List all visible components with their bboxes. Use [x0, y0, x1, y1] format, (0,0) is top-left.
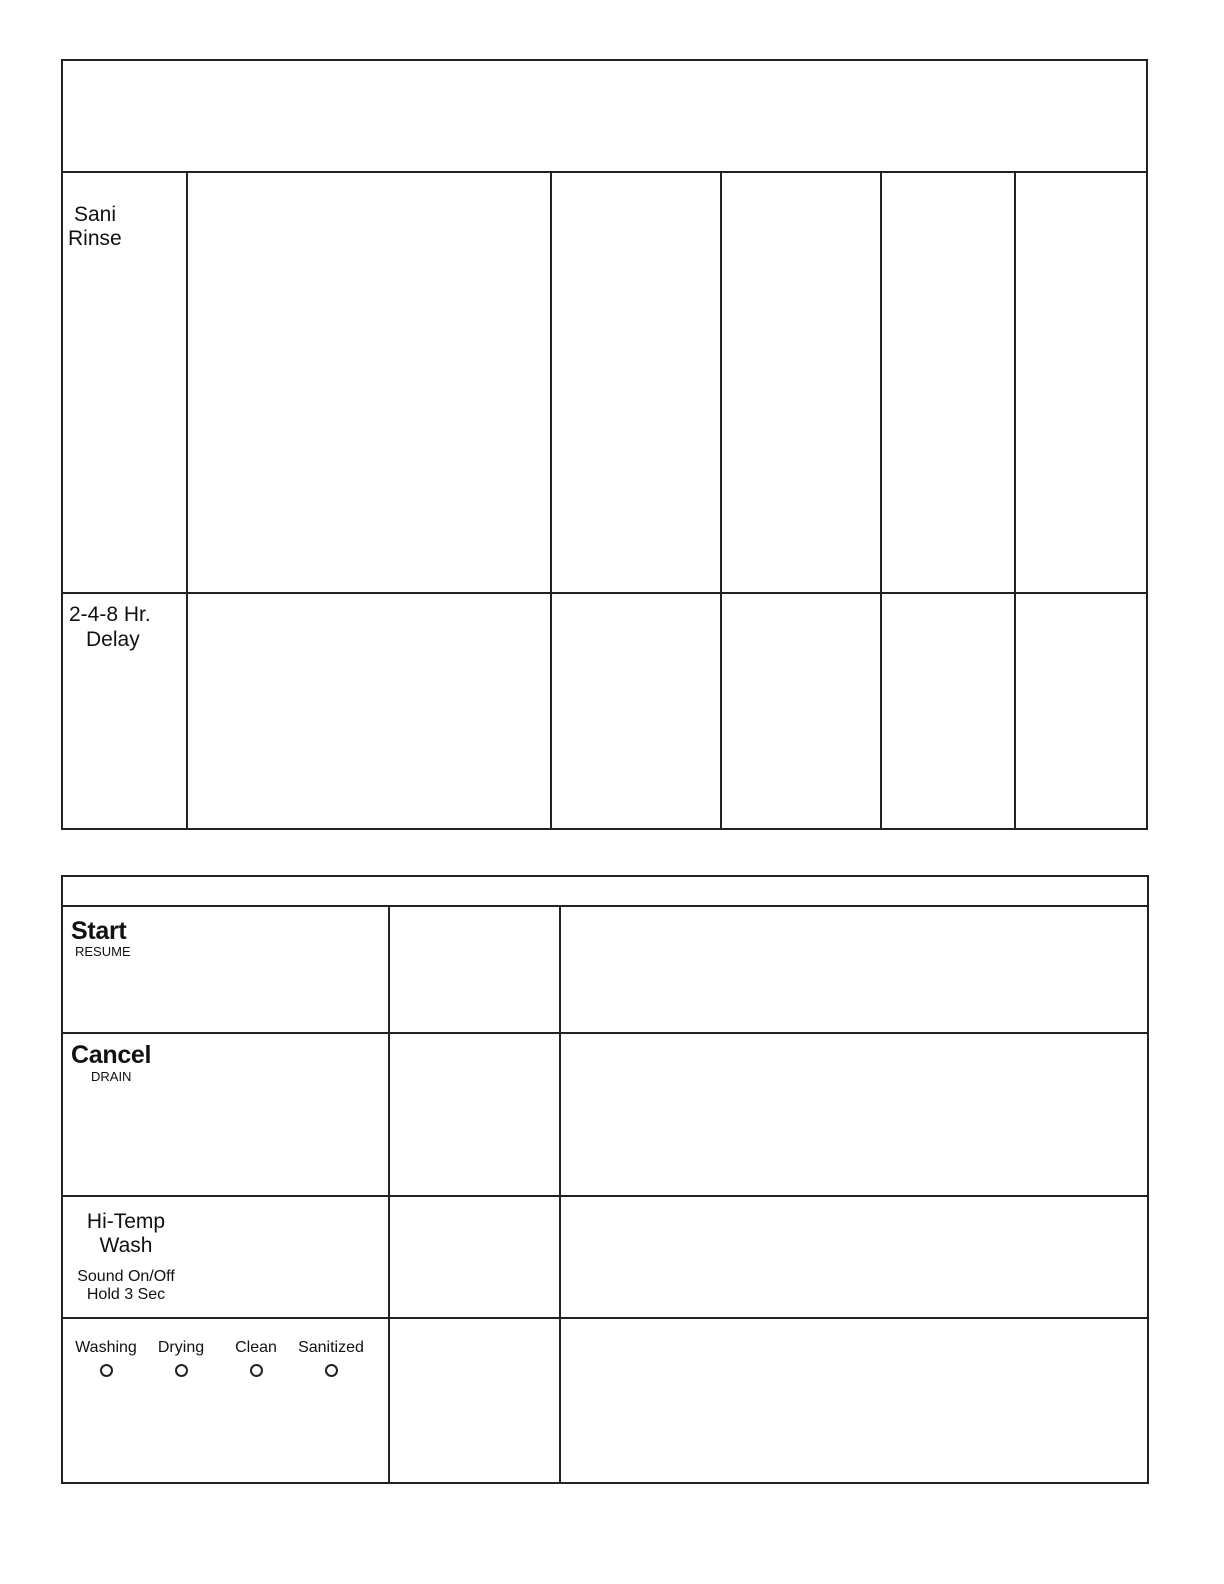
- table1-col-divider: [1014, 171, 1016, 830]
- table1-header-divider: [61, 171, 1148, 173]
- table2-header-divider: [61, 905, 1149, 907]
- table1-col-divider: [186, 171, 188, 830]
- hi-temp-line1: Hi-Temp: [86, 1210, 166, 1233]
- drain-label: DRAIN: [91, 1069, 132, 1084]
- sani-rinse-line2: Rinse: [68, 227, 122, 250]
- indicator-sanitized: [286, 1339, 376, 1377]
- delay-line2: Delay: [86, 628, 140, 651]
- indicator-light-icon: [250, 1364, 263, 1377]
- table2-row-divider: [61, 1195, 1149, 1197]
- cancel-label: Cancel: [71, 1041, 152, 1069]
- options-table: [61, 59, 1148, 830]
- sani-rinse-line1: Sani: [74, 203, 117, 226]
- indicator-label: Sanitized: [298, 1339, 364, 1356]
- table2-row-divider: [61, 1032, 1149, 1034]
- table2-col-divider: [388, 905, 390, 1484]
- indicator-label: Washing: [75, 1339, 137, 1356]
- resume-label: RESUME: [75, 944, 131, 959]
- table1-row-divider: [61, 592, 1148, 594]
- table2-col-divider: [559, 905, 561, 1484]
- start-label: Start: [71, 917, 127, 945]
- table1-col-divider: [550, 171, 552, 830]
- controls-table: [61, 875, 1149, 1484]
- indicator-light-icon: [100, 1364, 113, 1377]
- hi-temp-line2: Wash: [99, 1234, 153, 1257]
- indicator-label: Drying: [157, 1339, 205, 1356]
- sound-on-off-label: Sound On/Off: [77, 1268, 175, 1285]
- indicator-light-icon: [325, 1364, 338, 1377]
- indicator-light-icon: [175, 1364, 188, 1377]
- hold-3-sec-label: Hold 3 Sec: [86, 1286, 166, 1303]
- indicator-label: Clean: [235, 1339, 277, 1356]
- table1-col-divider: [880, 171, 882, 830]
- table1-col-divider: [720, 171, 722, 830]
- table2-row-divider: [61, 1317, 1149, 1319]
- delay-line1: 2-4-8 Hr.: [69, 603, 151, 626]
